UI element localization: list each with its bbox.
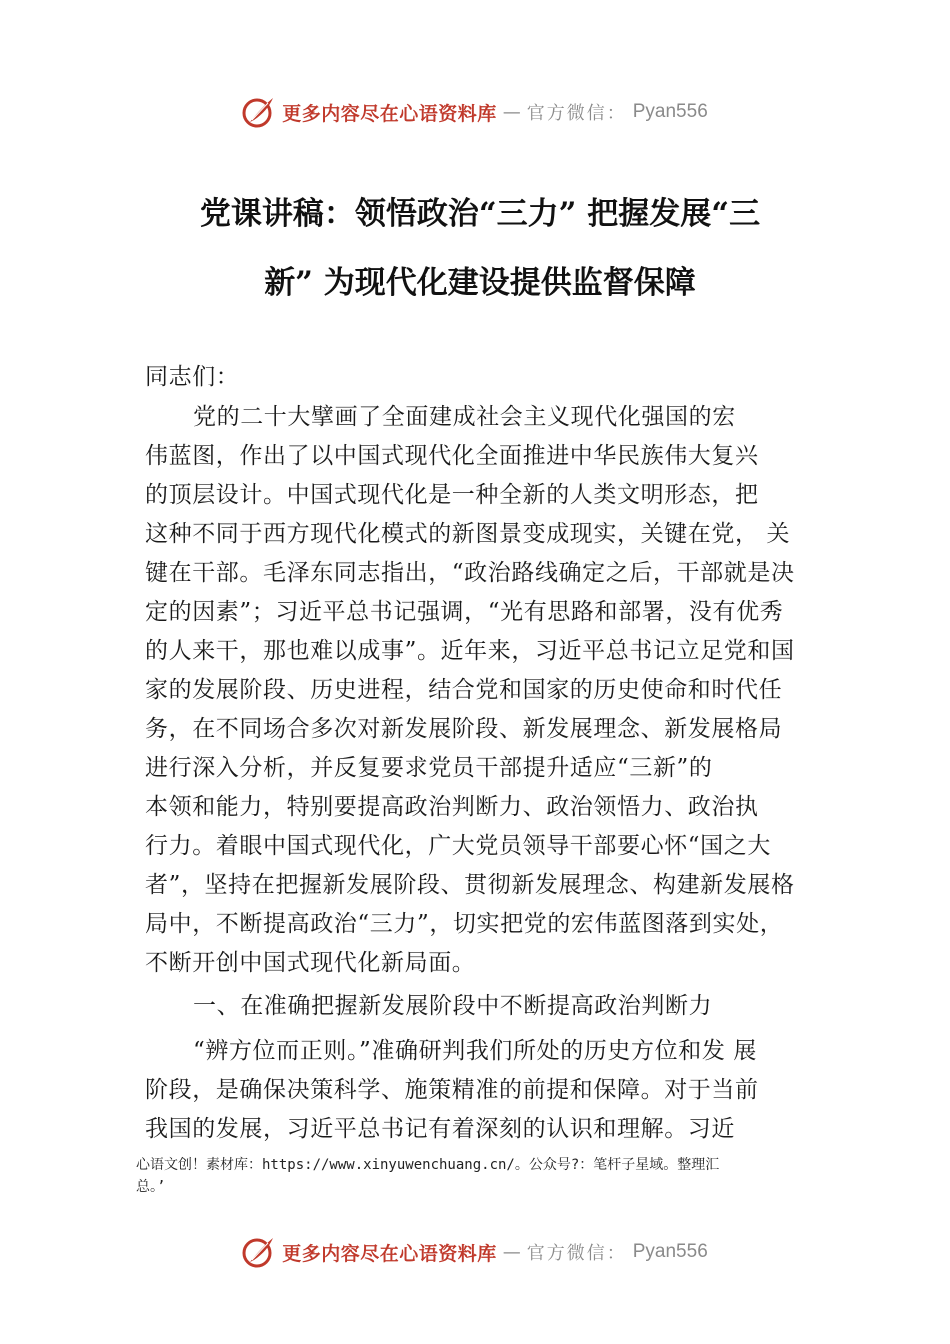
footer-banner bbox=[0, 1232, 950, 1272]
body-line: 我国的发展，习近平总书记有着深刻的认识和理解。习近 bbox=[145, 1116, 735, 1142]
body-line: 的顶层设计。中国式现代化是一种全新的人类文明形态，把 bbox=[145, 482, 759, 508]
body-line: 家的发展阶段、历史进程，结合党和国家的历史使命和时代任 bbox=[145, 677, 783, 703]
greeting: 同志们： bbox=[145, 364, 240, 390]
banner-dash: — bbox=[502, 101, 521, 123]
body-line: 不断开创中国式现代化新局面。 bbox=[145, 950, 476, 976]
banner-sub-text: 官方微信： bbox=[526, 103, 627, 124]
body-line: 党的二十大擘画了全面建成社会主义现代化强国的宏 bbox=[193, 404, 736, 430]
body-line: 本领和能力，特别要提高政治判断力、政治领悟力、政治执 bbox=[145, 794, 759, 820]
body-line: 键在干部。毛泽东同志指出，“政治路线确定之后，干部就是决 bbox=[145, 560, 795, 586]
body-line: 的人来干，那也难以成事”。近年来，习近平总书记立足党和国 bbox=[145, 638, 795, 664]
body-line: 者”，坚持在把握新发展阶段、贯彻新发展理念、构建新发展格 bbox=[145, 872, 795, 898]
body-line: 务，在不同场合多次对新发展阶段、新发展理念、新发展格局 bbox=[145, 716, 783, 742]
document-title-line-1: 党课讲稿：领悟政治“三力” 把握发展“三 bbox=[199, 196, 761, 232]
body-line: 行力。着眼中国式现代化，广大党员领导干部要心怀“国之大 bbox=[145, 833, 771, 859]
body-line: 阶段，是确保决策科学、施策精准的前提和保障。对于当前 bbox=[145, 1077, 759, 1103]
body-line: 进行深入分析，并反复要求党员干部提升适应“三新”的 bbox=[145, 755, 713, 781]
body-line: “辨方位而正则。”准确研判我们所处的历史方位和发 展 bbox=[193, 1038, 757, 1064]
banner-handle: Pyan556 bbox=[632, 1241, 708, 1262]
body-line: 定的因素”；习近平总书记强调，“光有思路和部署，没有优秀 bbox=[145, 599, 784, 625]
body-line: 局中，不断提高政治“三力”，切实把党的宏伟蓝图落到实处， bbox=[145, 911, 784, 937]
body-line: 伟蓝图，作出了以中国式现代化全面推进中华民族伟大复兴 bbox=[145, 443, 759, 469]
section-heading-1: 一、在准确把握新发展阶段中不断提高政治判断力 bbox=[193, 993, 713, 1019]
banner-main-text: 更多内容尽在心语资料库 bbox=[282, 1242, 497, 1265]
banner-handle: Pyan556 bbox=[632, 101, 708, 122]
banner-dash: — bbox=[502, 1241, 521, 1263]
header-banner bbox=[0, 92, 950, 132]
footer-note-line-2: 总。’ bbox=[136, 1179, 166, 1195]
banner-main-text: 更多内容尽在心语资料库 bbox=[282, 102, 497, 125]
feather-pen-logo-icon bbox=[242, 1235, 276, 1269]
footer-note bbox=[136, 1154, 826, 1198]
document-title-line-2: 新” 为现代化建设提供监督保障 bbox=[264, 265, 696, 301]
banner-sub-text: 官方微信： bbox=[526, 1243, 627, 1264]
feather-pen-logo-icon bbox=[242, 95, 276, 129]
footer-note-line-1: 心语文创！素材库：https://www.xinyuwenchuang.cn/。公众号?：笔杆子星域。整理汇 bbox=[136, 1157, 720, 1173]
body-line: 这种不同于西方现代化模式的新图景变成现实，关键在党， 关 bbox=[145, 521, 791, 547]
